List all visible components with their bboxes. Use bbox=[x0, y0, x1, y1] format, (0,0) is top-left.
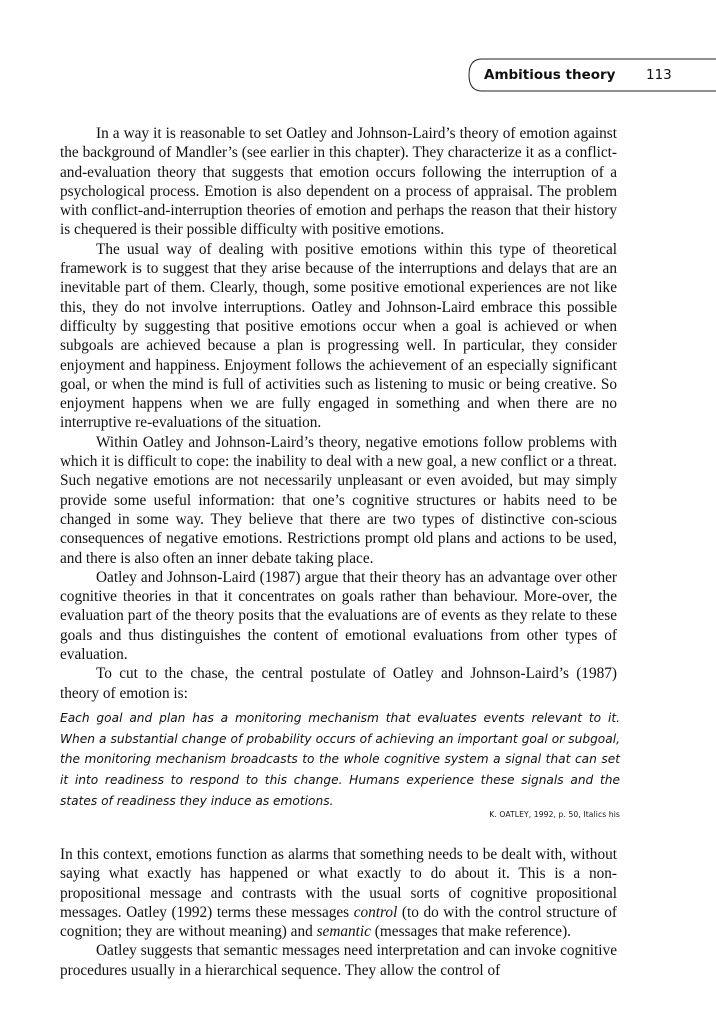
running-header-title: Ambitious theory bbox=[484, 67, 616, 83]
quote-attribution: K. OATLEY, 1992, p. 50, Italics his bbox=[489, 810, 620, 819]
term-control: control bbox=[353, 903, 398, 921]
block-quote bbox=[60, 708, 620, 812]
paragraph: Within Oatley and Johnson-Laird’s theory, negative emotions follow problems with which it is difficult to cope: the inability to deal with a new goal, a new conflict or a threat. Such negative emotions are not necessarily unpleasant or even avoided, but may simply provide some useful information: that one’s cognitive structures or habits need to be changed in some way. They believe that there are two types of distinctive con-scious consequences of negative emotions. Restrictions prompt old plans and actions to be used, and there is also often an inner debate taking place. bbox=[60, 433, 617, 567]
block-quote-text: Each goal and plan has a monitoring mechanism that evaluates events relevant to it. When a substantial change of probability occurs of achieving an important goal or subgoal, the monitoring mechanism broadcasts to the whole cognitive system a signal that can set it into readiness to respond to this change. Humans experience these signals and the states of readiness they induce as emotions. bbox=[60, 711, 620, 808]
running-header bbox=[468, 58, 716, 92]
paragraph: The usual way of dealing with positive emotions within this type of theoretical framework is to suggest that they arise because of the interruptions and delays that are an inevitable part of them. Clearly, though, some positive emotional experiences are not like this, they do not involve interruptions. Oatley and Johnson-Laird embrace this possible difficulty by suggesting that positive emotions occur when a goal is achieved or when subgoals are achieved because a plan is progressing well. In particular, they consider enjoyment and happiness. Enjoyment follows the achievement of an especially significant goal, or when the mind is full of activities such as listening to music or being creative. So enjoyment happens when we are fully engaged in something and when there are no interruptive re-evaluations of the situation. bbox=[60, 240, 617, 432]
paragraph: Oatley suggests that semantic messages need interpretation and can invoke cognitive procedures usually in a hierarchical sequence. They allow the control of bbox=[60, 942, 617, 979]
continued-text bbox=[60, 845, 617, 980]
paragraph: In a way it is reasonable to set Oatley and Johnson-Laird’s theory of emotion against the background of Mandler’s (see earlier in this chapter). They characterize it as a conflict-and-evaluation theory that suggests that emotion occurs following the interruption of a psychological process. Emotion is also dependent on a process of appraisal. The problem with conflict-and-interruption theories of emotion and perhaps the reason that their history is chequered is their possible difficulty with positive emotions. bbox=[60, 125, 617, 239]
paragraph: To cut to the chase, the central postulate of Oatley and Johnson-Laird’s (1987) theory of emotion is: bbox=[60, 665, 617, 702]
main-text bbox=[60, 124, 617, 703]
paragraph: Oatley and Johnson-Laird (1987) argue that their theory has an advantage over other cognitive theories in that it concentrates on goals rather than behaviour. More-over, the evaluation part of the theory posits that the evaluations are of events as they relate to these goals and thus distinguishes the content of emotional evaluations from other types of evaluation. bbox=[60, 568, 617, 664]
term-semantic: semantic bbox=[316, 923, 371, 941]
page-number: 113 bbox=[646, 67, 672, 83]
paragraph: In this context, emotions function as alarms that something needs to be dealt with, without saying what exactly has happened or what exactly to do about it. This is a non-propositional message and contrasts with the usual sorts of cognitive propositional messages. Oatley (1992) terms these messages control (to do with the control structure of cognition; they are without meaning) and semantic (messages that make reference). bbox=[60, 846, 617, 941]
